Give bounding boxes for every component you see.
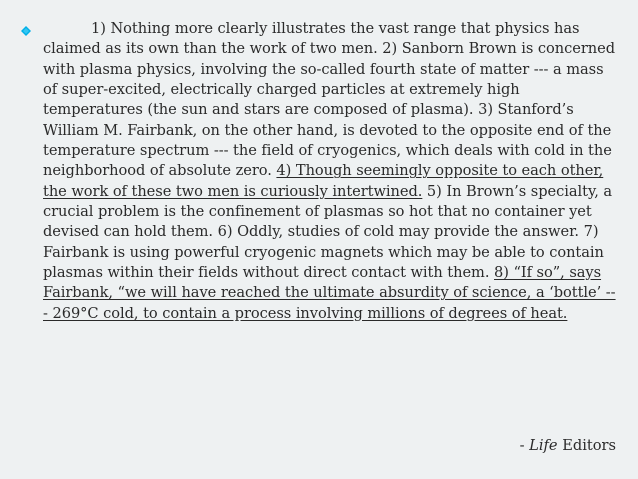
sentence-3: 3) Stanford’s William M. Fairbank, on the other hand, is devoted to the opposite end of the temperature spectrum --- the field of cryogenics, which deals with cold in the neighborhood of absolute zero. — [43, 101, 612, 180]
sentence-7: 7) Fairbank is using powerful cryogenic magnets which may be able to contain plasmas within their fields without direct contact with them. — [43, 223, 604, 282]
attribution-suffix: Editors — [557, 437, 616, 454]
sentence-2: 2) Sanborn Brown is concerned with plasma physics, involving the so-called fourth state of matter --- a mass of super-excited, electrically charged particles at extremely high temperatures (the sun and stars are composed of plasma). — [43, 40, 616, 119]
cyan-diamond-bullet-icon — [21, 26, 31, 36]
attribution-source: Life — [529, 437, 558, 454]
sentence-6: 6) Oddly, studies of cold may provide the answer. — [217, 223, 584, 241]
attribution — [520, 436, 616, 456]
sentence-1: 1) Nothing more clearly illustrates the vast range that physics has claimed as its own than the work of two men. — [43, 20, 580, 58]
passage-paragraph — [43, 19, 619, 324]
attribution-prefix: - — [519, 437, 530, 454]
sentence-8-underlined: 8) “If so”, says Fairbank, “we will have reached the ultimate absurdity of science, a ‘bottle’ --- 269°C cold, to contain a process involving millions of degrees of heat. — [43, 264, 616, 322]
sentence-4-underlined: 4) Though seemingly opposite to each other, the work of these two men is curiously intertwined. — [43, 162, 604, 200]
sentence-5: 5) In Brown’s specialty, a crucial problem is the confinement of plasmas so hot that no container yet devised can hold them. — [43, 182, 613, 241]
